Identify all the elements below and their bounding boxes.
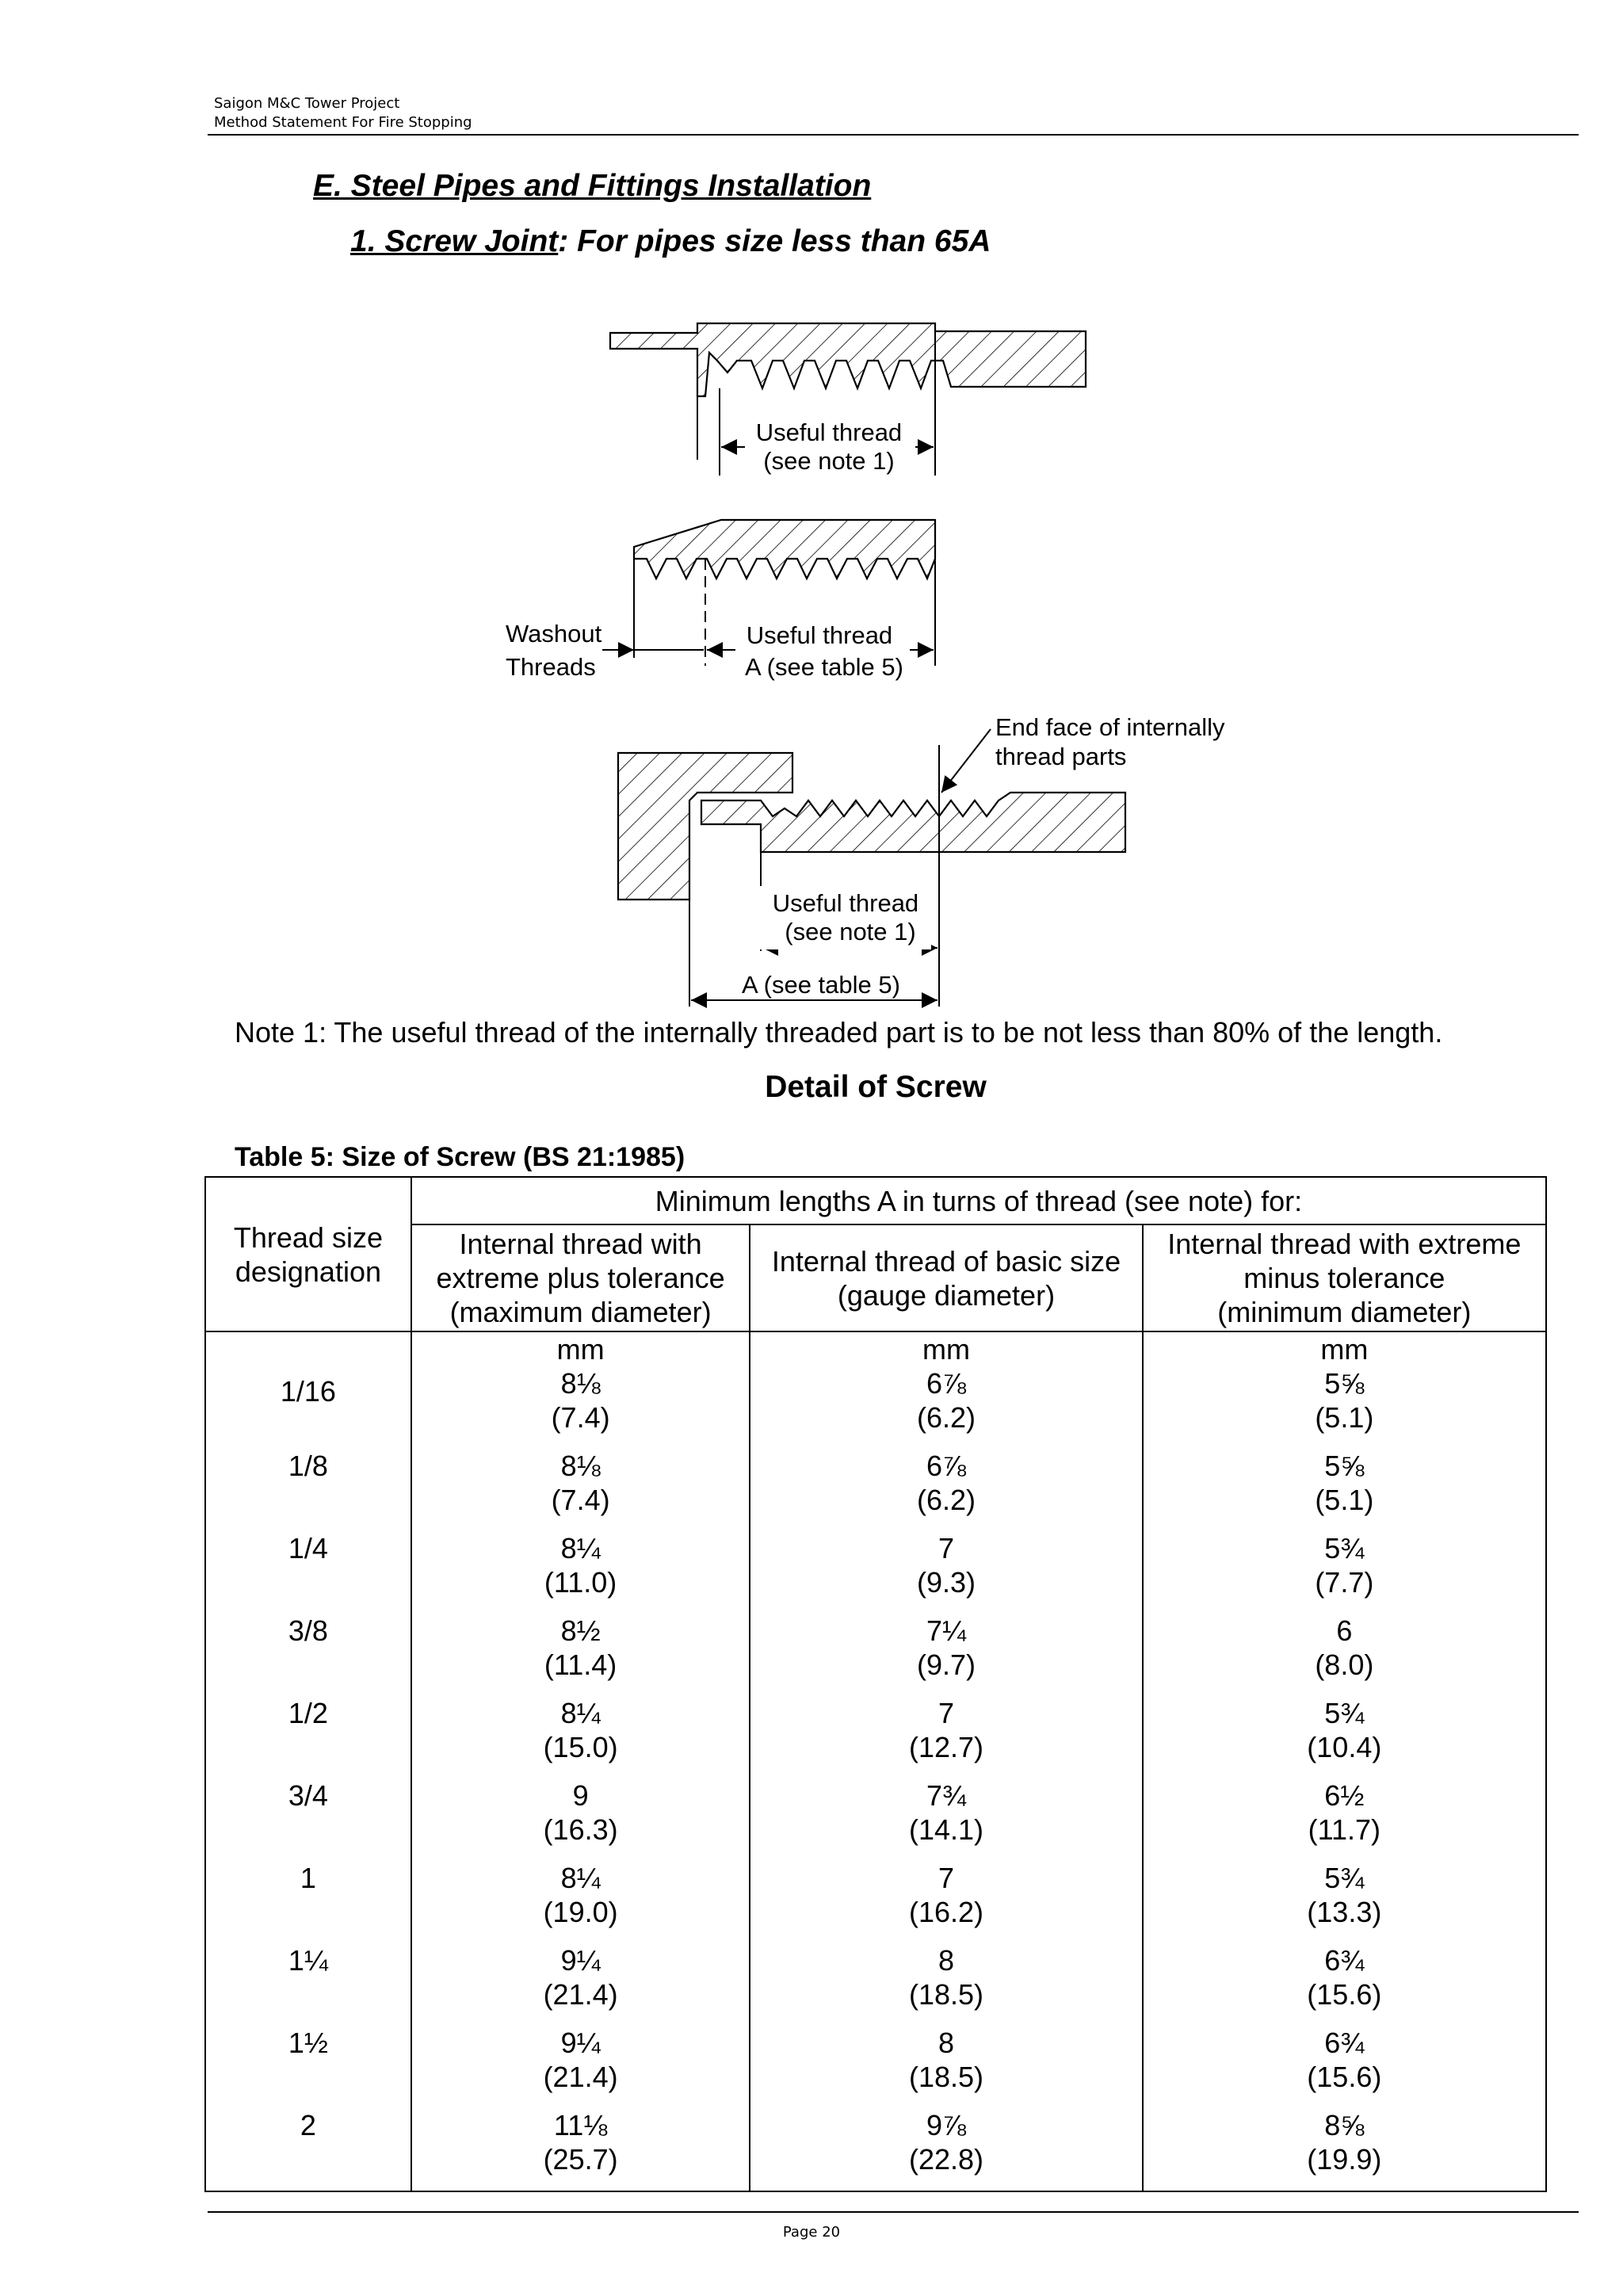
turns-value: 9¼ [560,2027,601,2059]
turns-value: 5¾ [1324,1862,1365,1894]
value-cell [750,2026,1142,2108]
table-header-row [205,1177,1546,1224]
turns-value: 6⅞ [926,1450,967,1482]
size-value: 1/2 [288,1697,328,1729]
mm-value: (6.2) [916,1484,976,1516]
extreme-plus-header-line1: Internal thread with [459,1228,702,1260]
value-cell [750,1531,1142,1614]
table-row [205,1696,1546,1778]
turns-value: 8 [938,2027,954,2059]
value-cell [750,1943,1142,2026]
footer-divider [208,2211,1579,2213]
section-title: E. Steel Pipes and Fittings Installation [313,169,872,203]
subsection-description: : For pipes size less than 65A [558,224,991,258]
mm-value: (11.7) [1308,1813,1381,1846]
table-row [205,1531,1546,1614]
extreme-minus-header-line2: minus tolerance [1243,1262,1445,1294]
value-cell [750,1614,1142,1696]
turns-value: 8⅛ [560,1367,601,1400]
mm-value: (14.1) [908,1813,984,1846]
turns-value: 8¼ [560,1697,601,1729]
figure-assembled-joint [618,713,1225,1007]
fig1-label-line1: Useful thread [755,418,903,446]
size-cell [205,2026,411,2108]
note-1: Note 1: The useful thread of the internally threaded part is to be not less than 80% of the length. [235,1016,1443,1049]
value-cell [1143,1943,1546,2026]
size-cell [205,1943,411,2026]
mm-value: (7.4) [551,1401,610,1434]
mm-value: (21.4) [543,1978,618,2011]
size-value: 1¼ [288,1944,328,1977]
mm-value: (5.1) [1315,1401,1374,1434]
value-cell [411,1861,750,1943]
table-row [205,1449,1546,1531]
value-cell [750,1696,1142,1778]
fig2-right-label-line1: Useful thread [746,621,893,649]
screw-joint-diagram [0,0,1623,1022]
value-cell [1143,1614,1546,1696]
value-cell [411,1943,750,2026]
table-caption: Table 5: Size of Screw (BS 21:1985) [235,1142,685,1172]
size-value: 1/4 [288,1532,328,1564]
mm-value: (22.8) [908,2143,984,2176]
fig2-right-label-line2: A (see table 5) [745,653,903,681]
value-cell [750,1366,1142,1449]
turns-value: 5⅝ [1324,1367,1365,1400]
turns-value: 5⅝ [1324,1450,1365,1482]
table-row [205,1943,1546,2026]
fig3-label-line1: Useful thread [772,889,919,917]
mm-value: (19.0) [543,1896,618,1928]
table-row [205,1366,1546,1449]
thread-size-header-line1: Thread size [233,1221,383,1254]
fig3-bottom-label: A (see table 5) [742,971,900,999]
table-row [205,1861,1546,1943]
basic-size-header [750,1224,1142,1331]
fig1-label-line2: (see note 1) [763,447,895,475]
mm-value: (13.3) [1307,1896,1382,1928]
mm-value: (18.5) [908,2061,984,2093]
fig3-callout-line2: thread parts [995,743,1127,770]
thread-size-header [205,1177,411,1331]
value-cell [1143,1366,1546,1449]
screw-size-table [204,1176,1547,2192]
turns-value: 7¾ [926,1779,967,1812]
fig2-left-label-line2: Threads [506,653,596,681]
unit-col2: mm [750,1331,1142,1366]
mm-value: (19.9) [1307,2143,1382,2176]
page-number: Page 20 [782,2224,841,2241]
extreme-minus-header-line3: (minimum diameter) [1217,1296,1472,1328]
subsection-name: 1. Screw Joint [350,224,559,258]
units-row [205,1331,1546,1366]
size-value: 3/8 [288,1614,328,1647]
extreme-minus-header [1143,1224,1546,1331]
turns-value: 8½ [560,1614,601,1647]
unit-col1: mm [411,1331,750,1366]
value-cell [411,1614,750,1696]
value-cell [411,1531,750,1614]
mm-value: (6.2) [916,1401,976,1434]
table-row [205,1614,1546,1696]
value-cell [750,2108,1142,2191]
turns-value: 7 [938,1697,954,1729]
value-cell [1143,1861,1546,1943]
figure-external-thread [506,520,935,683]
value-cell [750,1861,1142,1943]
size-cell [205,1366,411,1449]
value-cell [750,1449,1142,1531]
value-cell [411,2026,750,2108]
turns-value: 7¼ [926,1614,967,1647]
turns-value: 5¾ [1324,1697,1365,1729]
turns-value: 8 [938,1944,954,1977]
thread-size-header-line2: designation [235,1255,381,1288]
value-cell [1143,1696,1546,1778]
mm-value: (7.7) [1315,1566,1374,1599]
turns-value: 6 [1336,1614,1353,1647]
mm-value: (15.0) [543,1731,618,1763]
basic-size-header-line2: (gauge diameter) [837,1278,1056,1312]
turns-value: 5¾ [1324,1532,1365,1564]
size-cell [205,1696,411,1778]
turns-value: 7 [938,1862,954,1894]
size-value: 1 [300,1862,316,1894]
extreme-plus-header [411,1224,750,1331]
turns-value: 8⅝ [1324,2109,1365,2141]
value-cell [1143,2108,1546,2191]
mm-value: (11.4) [544,1648,617,1681]
turns-value: 8¼ [560,1862,601,1894]
mm-value: (10.4) [1307,1731,1382,1763]
mm-value: (15.6) [1307,1978,1382,2011]
size-cell [205,1614,411,1696]
size-value: 2 [300,2109,316,2141]
extreme-plus-header-line3: (maximum diameter) [449,1296,712,1328]
size-cell [205,1778,411,1861]
header-document-title: Method Statement For Fire Stopping [214,114,472,131]
header-project-name: Saigon M&C Tower Project [214,95,400,112]
value-cell [411,2108,750,2191]
turns-value: 8⅛ [560,1450,601,1482]
value-cell [411,1449,750,1531]
min-lengths-group-header: Minimum lengths A in turns of thread (see note) for: [411,1177,1546,1224]
turns-value: 6½ [1324,1779,1365,1812]
mm-value: (16.2) [908,1896,984,1928]
table-row [205,2026,1546,2108]
mm-value: (5.1) [1315,1484,1374,1516]
value-cell [1143,2026,1546,2108]
size-value: 1/16 [280,1375,336,1408]
value-cell [1143,1531,1546,1614]
turns-value: 9 [572,1779,589,1812]
extreme-minus-header-line1: Internal thread with extreme [1167,1228,1522,1260]
mm-value: (18.5) [908,1978,984,2011]
turns-value: 8¼ [560,1532,601,1564]
figure-internal-thread [610,323,1086,479]
turns-value: 6⅞ [926,1367,967,1400]
mm-value: (8.0) [1315,1648,1374,1681]
turns-value: 7 [938,1532,954,1564]
unit-col3: mm [1143,1331,1546,1366]
mm-value: (9.7) [916,1648,976,1681]
value-cell [1143,1778,1546,1861]
turns-value: 11⅛ [553,2109,608,2141]
value-cell [411,1366,750,1449]
fig2-left-label-line1: Washout [506,620,602,648]
size-cell [205,2108,411,2191]
mm-value: (12.7) [908,1731,984,1763]
size-cell [205,1531,411,1614]
fig3-callout-line1: End face of internally [995,713,1225,741]
mm-value: (21.4) [543,2061,618,2093]
size-value: 3/4 [288,1779,328,1812]
mm-value: (7.4) [551,1484,610,1516]
value-cell [411,1696,750,1778]
mm-value: (9.3) [916,1566,976,1599]
extreme-plus-header-line2: extreme plus tolerance [436,1262,725,1294]
basic-size-header-line1: Internal thread of basic size [771,1244,1121,1278]
units-cell-empty [205,1331,411,1366]
value-cell [411,1778,750,1861]
diagram-caption: Detail of Screw [765,1070,987,1104]
value-cell [1143,1449,1546,1531]
size-value: 1½ [288,2027,328,2059]
turns-value: 6¾ [1324,1944,1365,1977]
mm-value: (11.0) [544,1566,617,1599]
mm-value: (15.6) [1307,2061,1382,2093]
fig3-label-line2: (see note 1) [785,918,916,946]
table-row [205,1778,1546,1861]
mm-value: (16.3) [543,1813,618,1846]
table-row [205,2108,1546,2191]
size-value: 1/8 [288,1450,328,1482]
turns-value: 9⅞ [926,2109,967,2141]
value-cell [750,1778,1142,1861]
mm-value: (25.7) [543,2143,618,2176]
size-cell [205,1449,411,1531]
turns-value: 6¾ [1324,2027,1365,2059]
turns-value: 9¼ [560,1944,601,1977]
size-cell [205,1861,411,1943]
